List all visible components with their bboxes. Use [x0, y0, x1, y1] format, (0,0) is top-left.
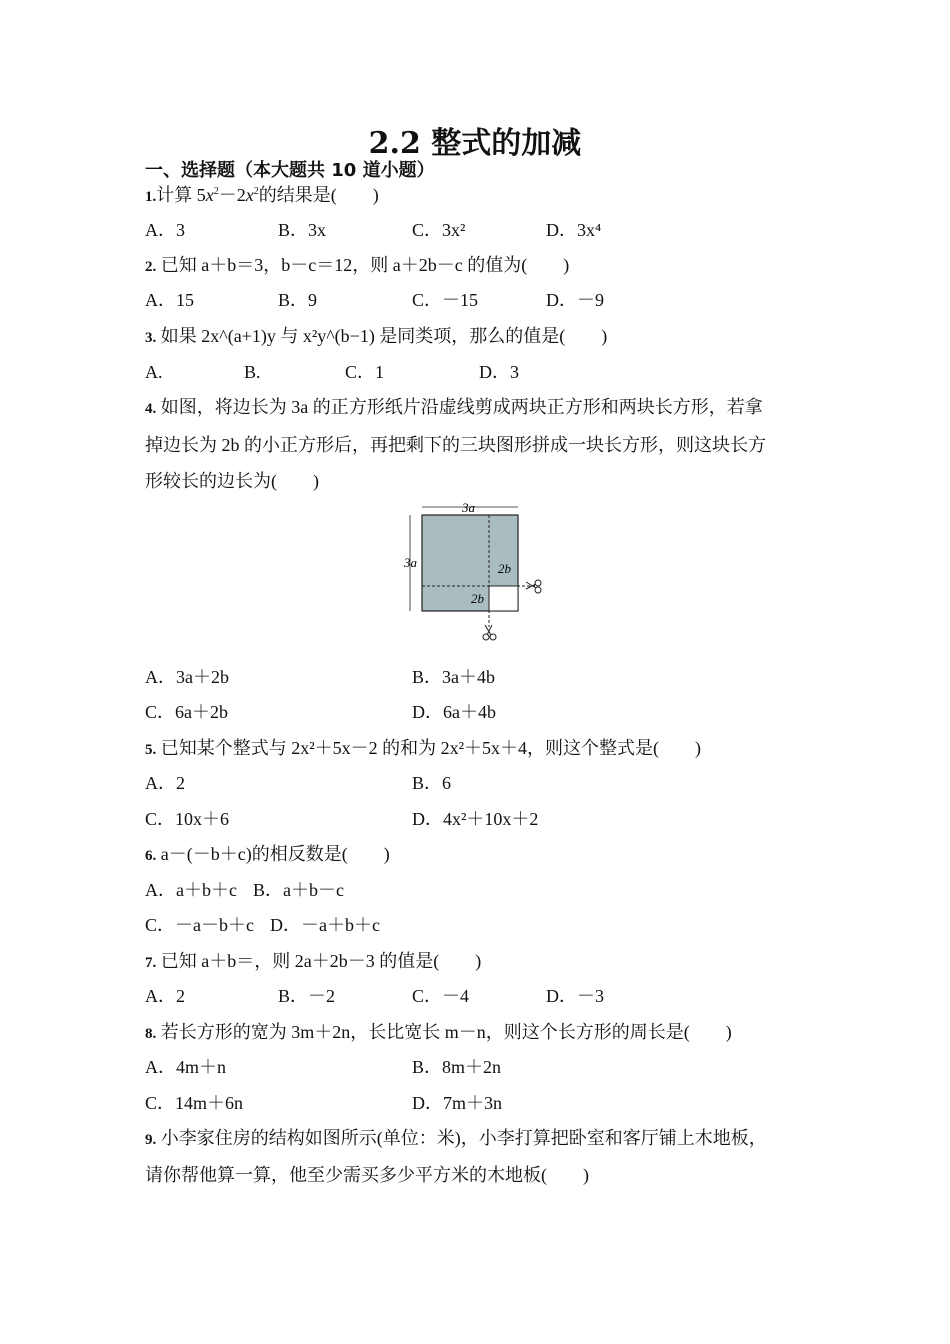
option-d: D．3: [479, 362, 519, 382]
option-d: D．7m＋3n: [412, 1093, 502, 1113]
option-d: D．－9: [546, 290, 604, 310]
option-c: C．1: [345, 362, 385, 382]
option-c: C．14m＋6n: [145, 1093, 244, 1113]
question-5: [145, 736, 701, 762]
option-c: C．3x²: [412, 220, 466, 240]
question-9: [145, 1126, 767, 1152]
option-c: C．－a－b＋c: [145, 915, 254, 935]
question-number: 8.: [145, 1026, 157, 1042]
question-1: [145, 183, 379, 209]
option-a: A．4m＋n: [145, 1057, 226, 1077]
question-2: [145, 253, 569, 279]
option-c: C．10x＋6: [145, 809, 230, 829]
option-a: A．a＋b＋c: [145, 880, 237, 900]
question-text: 已知 a＋b＝，则 2a＋2b－3 的值是( ): [160, 951, 482, 971]
page-title: 2.2 整式的加减: [368, 126, 582, 161]
scissors-icon: [483, 625, 496, 640]
label-left-3a: 3a: [404, 555, 417, 570]
option-b: B．a＋b－c: [253, 880, 344, 900]
option-b: B．9: [278, 290, 318, 310]
option-d: D．4x²＋10x＋2: [412, 809, 539, 829]
option-b: B．－2: [278, 986, 336, 1006]
option-d: D．3x⁴: [546, 220, 602, 240]
question-text: 如图，将边长为 3a 的正方形纸片沿虚线剪成两块正方形和两块长方形，若拿: [160, 397, 763, 417]
option-b: B．6: [412, 773, 452, 793]
question-text: 的结果是( ): [258, 185, 379, 205]
option-a: A．2: [145, 773, 185, 793]
question-text: 如果 2x^(a+1)y 与 x²y^(b−1) 是同类项，那么的值是( ): [160, 326, 608, 346]
option-d: D．－3: [546, 986, 604, 1006]
question-text: 计算 5: [156, 185, 206, 205]
question-number: 7.: [145, 955, 157, 971]
question-number: 2.: [145, 259, 157, 275]
question-number: 9.: [145, 1132, 157, 1148]
question-number: 6.: [145, 848, 157, 864]
option-b: B.: [244, 362, 261, 382]
option-d: D．－a＋b＋c: [270, 915, 380, 935]
question-8: [145, 1020, 732, 1046]
option-c: C．6a＋2b: [145, 702, 228, 722]
math-var: x: [205, 185, 214, 205]
question-4-line-3: 形较长的边长为( ): [145, 471, 319, 491]
question-4: [145, 395, 763, 421]
option-b: B．3x: [278, 220, 327, 240]
option-c: C．－15: [412, 290, 479, 310]
option-d: D．6a＋4b: [412, 702, 496, 722]
removed-small-square: [489, 586, 518, 611]
math-exp: 2: [213, 186, 219, 197]
question-text: 若长方形的宽为 3m＋2n，长比宽长 m－n，则这个长方形的周长是( ): [160, 1022, 732, 1042]
option-b: B．3a＋4b: [412, 667, 495, 687]
question-4-line-2: 掉边长为 2b 的小正方形后，再把剩下的三块图形拼成一块长方形，则这块长方: [145, 435, 766, 455]
option-b: B．8m＋2n: [412, 1057, 502, 1077]
question-text: a－(－b＋c)的相反数是( ): [160, 844, 390, 864]
question-7: [145, 949, 481, 975]
question-number: 3.: [145, 330, 157, 346]
option-a: A．3: [145, 220, 185, 240]
option-a: A．15: [145, 290, 194, 310]
question-9-line-2: 请你帮他算一算，他至少需买多少平方米的木地板( ): [145, 1165, 589, 1185]
question-text: －2: [218, 185, 246, 205]
label-inner-2b-bottom: 2b: [471, 591, 484, 606]
question-number: 1.: [145, 189, 157, 205]
question-text: 已知 a＋b＝3，b－c＝12，则 a＋2b－c 的值为( ): [160, 255, 570, 275]
option-c: C．－4: [412, 986, 470, 1006]
math-exp: 2: [253, 186, 259, 197]
option-a: A．3a＋2b: [145, 667, 229, 687]
square-cut-figure: [400, 497, 550, 645]
question-text: 小李家住房的结构如图所示(单位：米)，小李打算把卧室和客厅铺上木地板，: [160, 1128, 767, 1148]
section-heading: 一、选择题（本大题共 10 道小题）: [145, 160, 435, 181]
math-var: x: [245, 185, 254, 205]
label-top-3a: 3a: [462, 500, 475, 515]
question-number: 4.: [145, 401, 157, 417]
question-6: [145, 842, 390, 868]
option-a: A．2: [145, 986, 185, 1006]
option-a: A.: [145, 362, 163, 382]
label-inner-2b-right: 2b: [498, 561, 511, 576]
question-text: 已知某个整式与 2x²＋5x－2 的和为 2x²＋5x＋4，则这个整式是( ): [160, 738, 702, 758]
question-number: 5.: [145, 742, 157, 758]
question-3: [145, 324, 607, 350]
